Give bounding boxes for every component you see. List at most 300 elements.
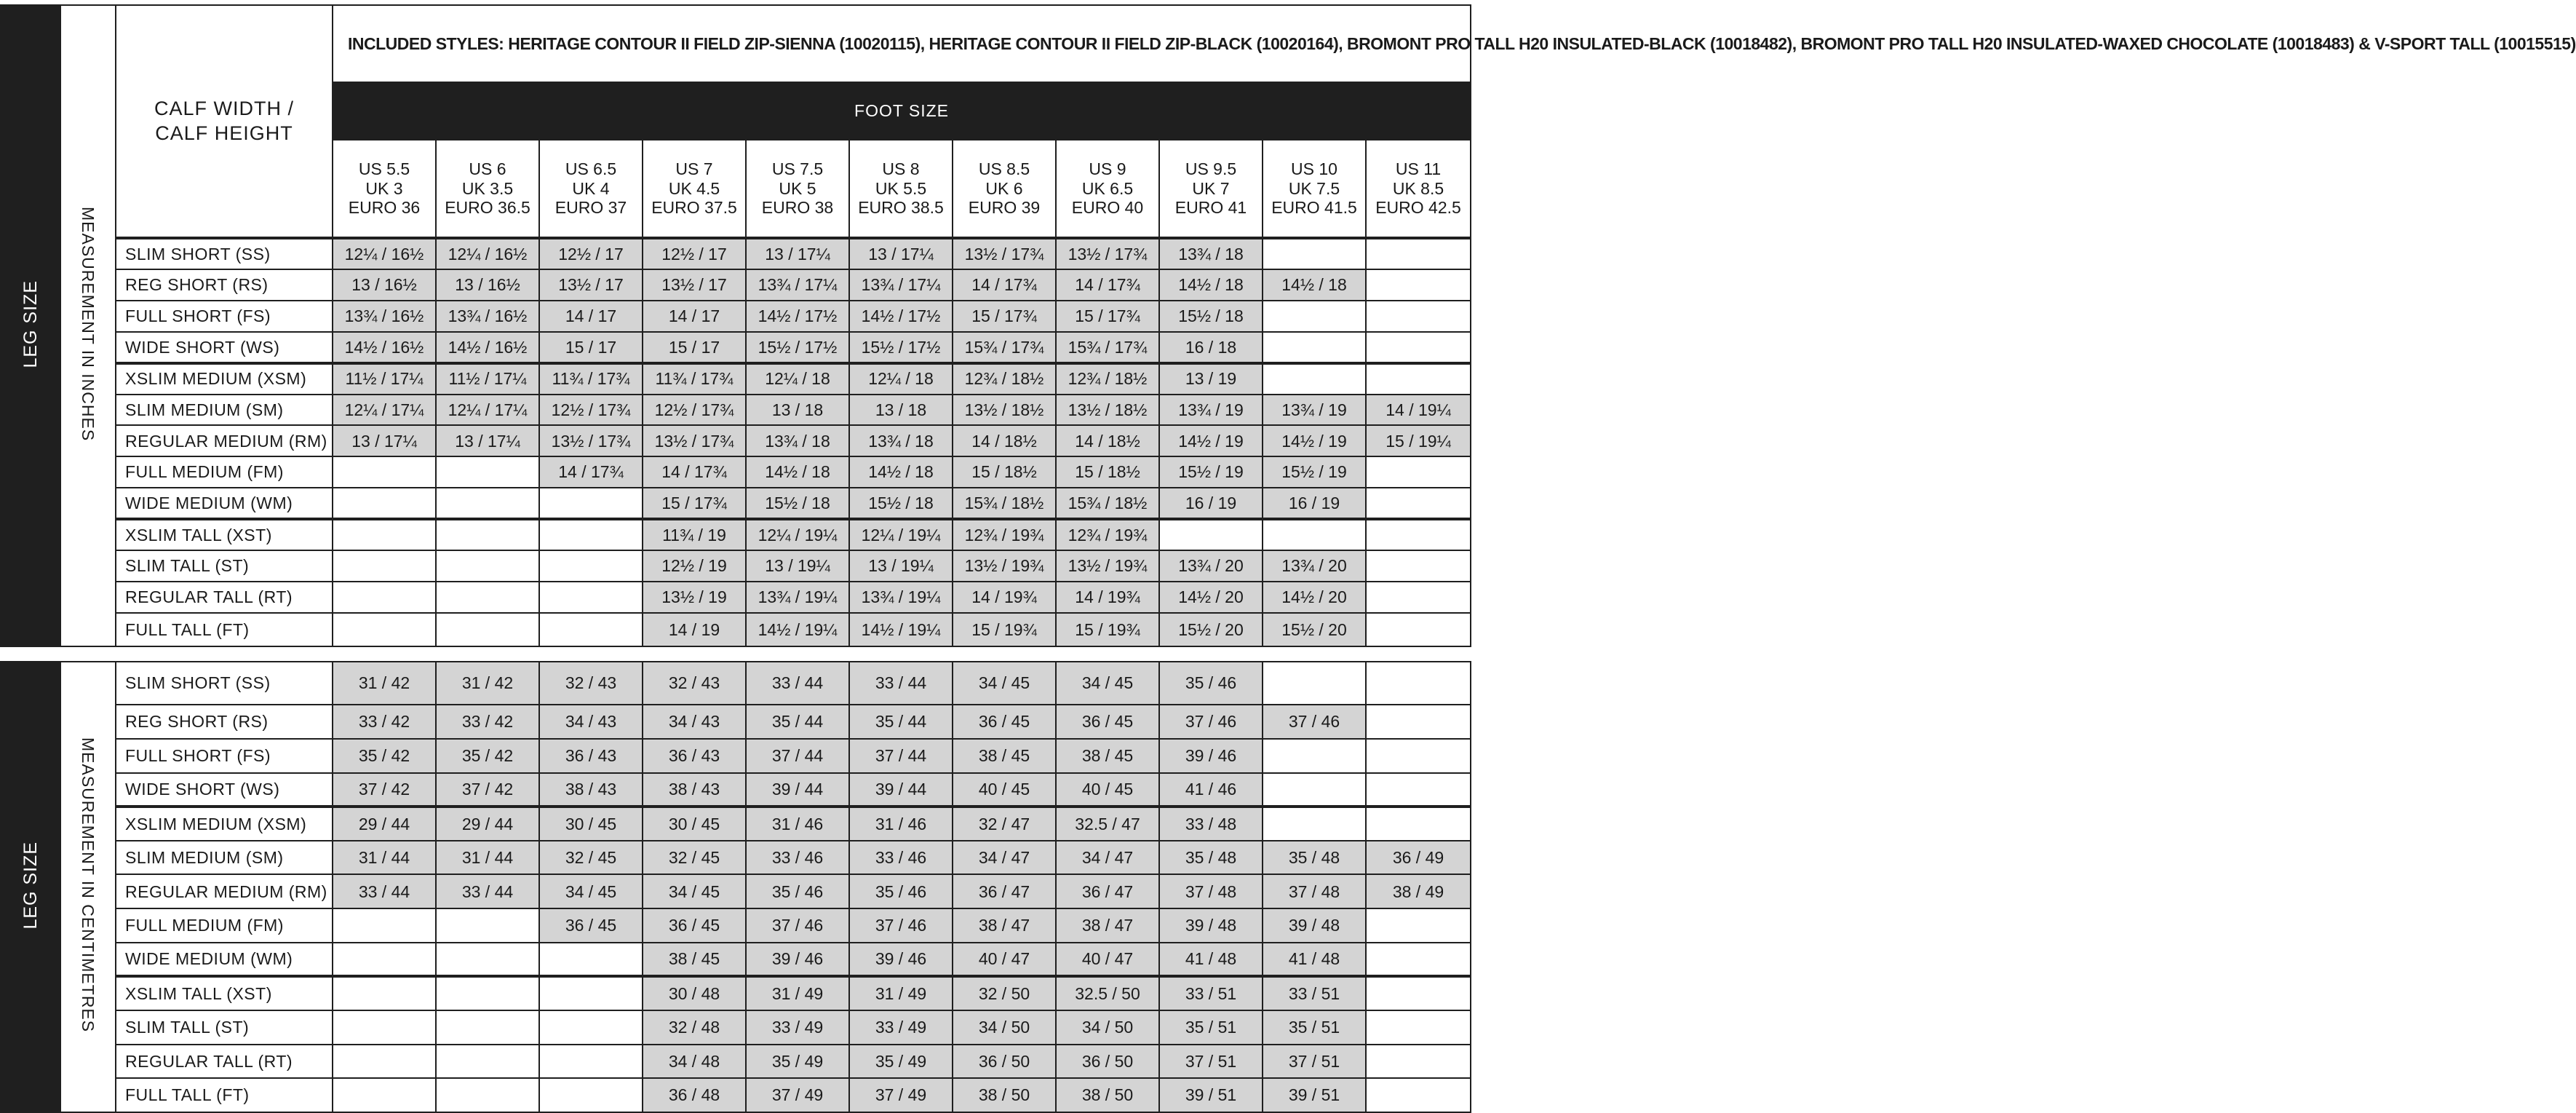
size-cell bbox=[539, 1010, 643, 1045]
size-cell: 14½ / 20 bbox=[1263, 582, 1366, 613]
table-row bbox=[1, 488, 1471, 519]
size-cell: 37 / 46 bbox=[849, 908, 953, 943]
size-cell bbox=[1263, 773, 1366, 807]
table-row bbox=[1, 705, 1471, 739]
size-cell: 31 / 49 bbox=[746, 976, 849, 1010]
table-row bbox=[1, 773, 1471, 807]
size-cell: 36 / 50 bbox=[953, 1045, 1056, 1079]
size-cell: 37 / 48 bbox=[1263, 874, 1366, 908]
size-cell: 35 / 51 bbox=[1159, 1010, 1263, 1045]
size-cell: 12¼ / 16½ bbox=[436, 238, 539, 269]
size-cell bbox=[333, 1010, 436, 1045]
size-cell: 39 / 48 bbox=[1159, 908, 1263, 943]
size-cell bbox=[1366, 773, 1471, 807]
size-uk: UK 4 bbox=[572, 178, 610, 198]
size-cell bbox=[436, 550, 539, 582]
size-cell: 35 / 49 bbox=[746, 1045, 849, 1079]
size-cell: 34 / 50 bbox=[953, 1010, 1056, 1045]
size-cell bbox=[1366, 807, 1471, 841]
size-cell: 36 / 48 bbox=[643, 1078, 746, 1112]
size-cell bbox=[1263, 332, 1366, 363]
inches-size-table bbox=[0, 4, 2576, 647]
row-label: XSLIM MEDIUM (XSM) bbox=[116, 807, 333, 841]
size-cell: 38 / 45 bbox=[1056, 739, 1159, 773]
size-cell: 14½ / 19 bbox=[1159, 425, 1263, 456]
size-cell bbox=[436, 943, 539, 977]
size-cell: 34 / 45 bbox=[1056, 662, 1159, 705]
size-uk: UK 6.5 bbox=[1081, 178, 1134, 198]
size-uk: UK 3 bbox=[365, 178, 403, 198]
table-row bbox=[1, 976, 1471, 1010]
size-cell bbox=[333, 976, 436, 1010]
size-cell: 36 / 45 bbox=[1056, 705, 1159, 739]
row-label: FULL SHORT (FS) bbox=[116, 739, 333, 773]
size-cell: 12¼ / 19¼ bbox=[746, 519, 849, 550]
size-cell: 32 / 45 bbox=[539, 841, 643, 875]
leg-size-label: LEG SIZE bbox=[20, 280, 41, 368]
size-cell: 33 / 48 bbox=[1159, 807, 1263, 841]
size-cell: 33 / 46 bbox=[746, 841, 849, 875]
size-cell: 11½ / 17¼ bbox=[436, 363, 539, 395]
size-cell bbox=[1366, 238, 1471, 269]
row-label: REG SHORT (RS) bbox=[116, 269, 333, 301]
row-label: FULL TALL (FT) bbox=[116, 1078, 333, 1112]
size-header-cell bbox=[1263, 140, 1366, 239]
size-cell bbox=[1366, 488, 1471, 519]
cm-measurement-bar bbox=[60, 662, 116, 1112]
size-cell bbox=[436, 1045, 539, 1079]
size-cell: 12¾ / 19¾ bbox=[1056, 519, 1159, 550]
size-cell bbox=[1263, 238, 1366, 269]
size-cell: 14 / 19¾ bbox=[953, 582, 1056, 613]
size-cell: 33 / 44 bbox=[436, 874, 539, 908]
size-cell: 15 / 17¾ bbox=[1056, 301, 1159, 332]
size-cell bbox=[333, 582, 436, 613]
size-cell: 36 / 47 bbox=[1056, 874, 1159, 908]
size-cell bbox=[1366, 582, 1471, 613]
size-cell bbox=[1366, 301, 1471, 332]
size-uk: UK 6 bbox=[985, 178, 1023, 198]
size-cell: 11¾ / 19 bbox=[643, 519, 746, 550]
size-cell: 13 / 16½ bbox=[333, 269, 436, 301]
table-row bbox=[1, 519, 1471, 550]
row-label: WIDE SHORT (WS) bbox=[116, 332, 333, 363]
size-cell: 36 / 43 bbox=[643, 739, 746, 773]
size-uk: UK 5.5 bbox=[875, 178, 927, 198]
size-us: US 8.5 bbox=[978, 159, 1030, 179]
size-cell: 12½ / 17 bbox=[643, 238, 746, 269]
leg-size-bar bbox=[1, 662, 60, 1112]
size-cell: 14½ / 18 bbox=[1159, 269, 1263, 301]
size-cell: 15½ / 19 bbox=[1263, 456, 1366, 488]
table-row bbox=[1, 395, 1471, 426]
size-uk: UK 7 bbox=[1192, 178, 1230, 198]
size-cell: 15½ / 20 bbox=[1263, 613, 1366, 646]
table-row bbox=[1, 874, 1471, 908]
size-cell bbox=[333, 1045, 436, 1079]
table-row bbox=[1, 301, 1471, 332]
size-cell: 37 / 42 bbox=[333, 773, 436, 807]
size-cell: 13½ / 19¾ bbox=[953, 550, 1056, 582]
size-cell: 13¾ / 19¼ bbox=[849, 582, 953, 613]
size-cell: 34 / 45 bbox=[643, 874, 746, 908]
size-cell: 12¼ / 16½ bbox=[333, 238, 436, 269]
size-us: US 11 bbox=[1395, 159, 1442, 179]
table-row bbox=[1, 550, 1471, 582]
size-cell bbox=[1263, 519, 1366, 550]
size-cell: 14 / 18½ bbox=[1056, 425, 1159, 456]
size-header-cell bbox=[849, 140, 953, 239]
size-us: US 8 bbox=[882, 159, 920, 179]
size-cell: 37 / 51 bbox=[1159, 1045, 1263, 1079]
size-cell: 34 / 43 bbox=[643, 705, 746, 739]
size-cell: 14 / 17¾ bbox=[953, 269, 1056, 301]
size-cell bbox=[539, 976, 643, 1010]
size-cell: 36 / 50 bbox=[1056, 1045, 1159, 1079]
size-cell bbox=[1159, 519, 1263, 550]
size-cell bbox=[1366, 1078, 1471, 1112]
size-cell: 12½ / 17¾ bbox=[643, 395, 746, 426]
size-cell: 34 / 47 bbox=[1056, 841, 1159, 875]
size-cell: 33 / 42 bbox=[333, 705, 436, 739]
size-cell: 37 / 48 bbox=[1159, 874, 1263, 908]
size-cell bbox=[333, 550, 436, 582]
size-cell bbox=[436, 1078, 539, 1112]
size-cell: 31 / 44 bbox=[436, 841, 539, 875]
size-cell bbox=[436, 1010, 539, 1045]
size-us: US 7.5 bbox=[771, 159, 824, 179]
size-cell: 34 / 45 bbox=[539, 874, 643, 908]
row-label: XSLIM MEDIUM (XSM) bbox=[116, 363, 333, 395]
size-cell bbox=[333, 1078, 436, 1112]
size-cell: 15¾ / 17¾ bbox=[1056, 332, 1159, 363]
size-uk: UK 4.5 bbox=[668, 178, 720, 198]
table-row bbox=[1, 908, 1471, 943]
size-cell: 38 / 45 bbox=[953, 739, 1056, 773]
size-cell: 13¾ / 16½ bbox=[333, 301, 436, 332]
size-cell: 32 / 43 bbox=[539, 662, 643, 705]
size-cell: 15¾ / 18½ bbox=[1056, 488, 1159, 519]
size-cell bbox=[539, 550, 643, 582]
size-cell bbox=[436, 456, 539, 488]
size-cell: 31 / 46 bbox=[746, 807, 849, 841]
size-cell: 40 / 47 bbox=[1056, 943, 1159, 977]
row-label: SLIM MEDIUM (SM) bbox=[116, 841, 333, 875]
size-cell: 13½ / 17¾ bbox=[643, 425, 746, 456]
size-cell: 13¾ / 20 bbox=[1159, 550, 1263, 582]
size-cell: 15¾ / 18½ bbox=[953, 488, 1056, 519]
size-cell bbox=[333, 613, 436, 646]
size-cell: 34 / 48 bbox=[643, 1045, 746, 1079]
size-euro: EURO 41.5 bbox=[1271, 198, 1357, 218]
size-cell: 35 / 49 bbox=[849, 1045, 953, 1079]
size-header-cell bbox=[953, 140, 1056, 239]
size-cell: 15 / 18½ bbox=[1056, 456, 1159, 488]
size-cell: 13¾ / 17¼ bbox=[849, 269, 953, 301]
size-cell: 32.5 / 47 bbox=[1056, 807, 1159, 841]
size-cell: 14½ / 20 bbox=[1159, 582, 1263, 613]
size-euro: EURO 38 bbox=[761, 198, 834, 218]
size-cell: 12¾ / 19¾ bbox=[953, 519, 1056, 550]
table-row bbox=[1, 425, 1471, 456]
size-cell bbox=[1366, 332, 1471, 363]
size-cell bbox=[1263, 739, 1366, 773]
size-cell: 13½ / 17 bbox=[643, 269, 746, 301]
row-label: FULL TALL (FT) bbox=[116, 613, 333, 646]
size-cell bbox=[333, 943, 436, 977]
size-cell bbox=[1366, 976, 1471, 1010]
size-cell bbox=[1366, 519, 1471, 550]
size-cell: 31 / 42 bbox=[436, 662, 539, 705]
size-cell: 16 / 19 bbox=[1263, 488, 1366, 519]
size-cell bbox=[539, 1045, 643, 1079]
leg-size-label: LEG SIZE bbox=[20, 841, 41, 930]
size-cell: 12¼ / 17¼ bbox=[333, 395, 436, 426]
size-cell bbox=[333, 456, 436, 488]
size-cell: 33 / 49 bbox=[746, 1010, 849, 1045]
size-cell: 31 / 42 bbox=[333, 662, 436, 705]
size-cell: 13¾ / 18 bbox=[1159, 238, 1263, 269]
size-cell: 39 / 46 bbox=[1159, 739, 1263, 773]
size-cell: 14½ / 16½ bbox=[436, 332, 539, 363]
size-cell: 14 / 17 bbox=[539, 301, 643, 332]
size-cell: 37 / 44 bbox=[746, 739, 849, 773]
row-label: SLIM MEDIUM (SM) bbox=[116, 395, 333, 426]
size-cell bbox=[1366, 550, 1471, 582]
size-cell: 33 / 44 bbox=[849, 662, 953, 705]
calf-height-label: CALF HEIGHT bbox=[155, 122, 293, 144]
size-cell: 15½ / 18 bbox=[849, 488, 953, 519]
size-cell: 15 / 17¾ bbox=[953, 301, 1056, 332]
size-cell bbox=[1366, 613, 1471, 646]
size-header-cell bbox=[333, 140, 436, 239]
size-cell: 36 / 49 bbox=[1366, 841, 1471, 875]
size-euro: EURO 40 bbox=[1071, 198, 1144, 218]
row-label: SLIM TALL (ST) bbox=[116, 550, 333, 582]
size-cell: 33 / 51 bbox=[1263, 976, 1366, 1010]
row-label: SLIM SHORT (SS) bbox=[116, 662, 333, 705]
size-cell: 15 / 19¾ bbox=[953, 613, 1056, 646]
size-cell: 15½ / 18 bbox=[1159, 301, 1263, 332]
size-cell bbox=[539, 582, 643, 613]
size-cell: 32 / 43 bbox=[643, 662, 746, 705]
size-cell: 35 / 51 bbox=[1263, 1010, 1366, 1045]
row-label: FULL MEDIUM (FM) bbox=[116, 456, 333, 488]
size-cell: 13 / 18 bbox=[849, 395, 953, 426]
row-label: REGULAR TALL (RT) bbox=[116, 582, 333, 613]
size-cell: 15½ / 18 bbox=[746, 488, 849, 519]
size-cell: 13¾ / 16½ bbox=[436, 301, 539, 332]
size-cell bbox=[1366, 1010, 1471, 1045]
row-label: FULL SHORT (FS) bbox=[116, 301, 333, 332]
size-cell: 41 / 46 bbox=[1159, 773, 1263, 807]
included-styles: INCLUDED STYLES: HERITAGE CONTOUR II FIELD ZIP-SIENNA (10020115), HERITAGE CONTOUR II FIELD ZIP-BLACK (10020164), BROMONT PRO TALL H20 INSULATED-BLACK (10018482), BROMONT PRO TALL H20 INSULATED-WAXED CHOCOLATE (10018483) & V-SPORT TALL (10015515) bbox=[333, 5, 1471, 82]
size-euro: EURO 41 bbox=[1174, 198, 1247, 218]
size-cell bbox=[1366, 739, 1471, 773]
size-cell: 13 / 18 bbox=[746, 395, 849, 426]
size-cell: 14½ / 18 bbox=[849, 456, 953, 488]
table-row bbox=[1, 662, 1471, 705]
size-euro: EURO 42.5 bbox=[1375, 198, 1461, 218]
size-cell: 33 / 49 bbox=[849, 1010, 953, 1045]
size-cell: 32 / 45 bbox=[643, 841, 746, 875]
inches-measurement-label: MEASUREMENT IN INCHES bbox=[79, 206, 98, 441]
size-us: US 6.5 bbox=[565, 159, 617, 179]
size-cell: 32 / 47 bbox=[953, 807, 1056, 841]
size-cell: 11¾ / 17¾ bbox=[643, 363, 746, 395]
size-cell: 29 / 44 bbox=[333, 807, 436, 841]
size-cell bbox=[436, 488, 539, 519]
size-cell bbox=[436, 908, 539, 943]
size-cell: 11¾ / 17¾ bbox=[539, 363, 643, 395]
size-cell bbox=[436, 582, 539, 613]
size-header-cell bbox=[643, 140, 746, 239]
size-cell: 35 / 42 bbox=[333, 739, 436, 773]
size-cell: 13 / 17¼ bbox=[436, 425, 539, 456]
size-cell: 13½ / 19¾ bbox=[1056, 550, 1159, 582]
size-cell bbox=[436, 976, 539, 1010]
size-cell: 33 / 46 bbox=[849, 841, 953, 875]
row-label: WIDE MEDIUM (WM) bbox=[116, 943, 333, 977]
size-cell: 13½ / 17¾ bbox=[953, 238, 1056, 269]
size-euro: EURO 36 bbox=[348, 198, 421, 218]
size-cell: 36 / 43 bbox=[539, 739, 643, 773]
calf-header-cell bbox=[116, 5, 333, 238]
size-cell: 13¾ / 18 bbox=[849, 425, 953, 456]
size-cell: 15 / 18½ bbox=[953, 456, 1056, 488]
size-cell: 37 / 49 bbox=[849, 1078, 953, 1112]
size-cell bbox=[1366, 943, 1471, 977]
row-label: REGULAR TALL (RT) bbox=[116, 1045, 333, 1079]
size-cell: 12¾ / 18½ bbox=[953, 363, 1056, 395]
size-cell: 13 / 19¼ bbox=[849, 550, 953, 582]
size-cell: 30 / 45 bbox=[643, 807, 746, 841]
size-cell bbox=[539, 943, 643, 977]
cm-measurement-label: MEASUREMENT IN CENTIMETRES bbox=[79, 737, 98, 1033]
size-cell bbox=[1366, 908, 1471, 943]
size-cell: 13½ / 18½ bbox=[1056, 395, 1159, 426]
size-cell: 35 / 46 bbox=[849, 874, 953, 908]
size-cell: 31 / 46 bbox=[849, 807, 953, 841]
size-cell: 38 / 50 bbox=[1056, 1078, 1159, 1112]
size-cell bbox=[539, 613, 643, 646]
row-label: REGULAR MEDIUM (RM) bbox=[116, 874, 333, 908]
size-cell: 14 / 18½ bbox=[953, 425, 1056, 456]
size-cell bbox=[333, 908, 436, 943]
size-cell: 31 / 49 bbox=[849, 976, 953, 1010]
size-cell bbox=[333, 488, 436, 519]
size-cell: 39 / 51 bbox=[1159, 1078, 1263, 1112]
size-cell: 14 / 17¾ bbox=[1056, 269, 1159, 301]
size-cell: 30 / 45 bbox=[539, 807, 643, 841]
leg-size-bar bbox=[1, 5, 60, 646]
size-cell: 13¾ / 20 bbox=[1263, 550, 1366, 582]
size-cell: 37 / 46 bbox=[746, 908, 849, 943]
size-cell bbox=[539, 519, 643, 550]
table-row bbox=[1, 1045, 1471, 1079]
size-cell: 13½ / 19 bbox=[643, 582, 746, 613]
size-cell bbox=[436, 613, 539, 646]
size-cell: 37 / 46 bbox=[1159, 705, 1263, 739]
size-cell: 15 / 19¼ bbox=[1366, 425, 1471, 456]
size-cell: 39 / 46 bbox=[746, 943, 849, 977]
size-cell: 38 / 43 bbox=[539, 773, 643, 807]
row-label: XSLIM TALL (XST) bbox=[116, 519, 333, 550]
size-cell: 32 / 48 bbox=[643, 1010, 746, 1045]
table-row bbox=[1, 456, 1471, 488]
size-cell: 12¼ / 17¼ bbox=[436, 395, 539, 426]
size-cell: 30 / 48 bbox=[643, 976, 746, 1010]
size-cell: 38 / 47 bbox=[1056, 908, 1159, 943]
size-cell: 38 / 49 bbox=[1366, 874, 1471, 908]
size-cell: 13½ / 17 bbox=[539, 269, 643, 301]
size-header-cell bbox=[1159, 140, 1263, 239]
size-us: US 9 bbox=[1089, 159, 1126, 179]
size-cell: 14½ / 18 bbox=[746, 456, 849, 488]
size-cell bbox=[333, 519, 436, 550]
size-cell bbox=[1366, 705, 1471, 739]
size-cell: 34 / 47 bbox=[953, 841, 1056, 875]
size-cell: 12¼ / 19¼ bbox=[849, 519, 953, 550]
size-cell: 29 / 44 bbox=[436, 807, 539, 841]
size-cell: 13 / 17¼ bbox=[849, 238, 953, 269]
size-cell: 14 / 19¾ bbox=[1056, 582, 1159, 613]
size-cell bbox=[1263, 363, 1366, 395]
size-us: US 9.5 bbox=[1185, 159, 1237, 179]
size-cell bbox=[1366, 363, 1471, 395]
row-label: SLIM SHORT (SS) bbox=[116, 238, 333, 269]
size-cell: 39 / 51 bbox=[1263, 1078, 1366, 1112]
table-row bbox=[1, 363, 1471, 395]
size-cell: 31 / 44 bbox=[333, 841, 436, 875]
table-row bbox=[1, 1078, 1471, 1112]
size-cell: 13½ / 17¾ bbox=[539, 425, 643, 456]
size-cell: 13 / 19¼ bbox=[746, 550, 849, 582]
size-cell: 36 / 45 bbox=[953, 705, 1056, 739]
size-cell: 34 / 43 bbox=[539, 705, 643, 739]
size-header-cell bbox=[436, 140, 539, 239]
size-cell: 15½ / 20 bbox=[1159, 613, 1263, 646]
size-cell: 14½ / 16½ bbox=[333, 332, 436, 363]
size-cell: 34 / 50 bbox=[1056, 1010, 1159, 1045]
size-cell: 11½ / 17¼ bbox=[333, 363, 436, 395]
table-row bbox=[1, 739, 1471, 773]
size-cell: 33 / 51 bbox=[1159, 976, 1263, 1010]
size-cell: 12¼ / 18 bbox=[746, 363, 849, 395]
size-cell: 14½ / 17½ bbox=[746, 301, 849, 332]
size-cell: 15 / 19¾ bbox=[1056, 613, 1159, 646]
size-cell: 14 / 19¼ bbox=[1366, 395, 1471, 426]
size-cell: 35 / 46 bbox=[1159, 662, 1263, 705]
row-label: REGULAR MEDIUM (RM) bbox=[116, 425, 333, 456]
size-cell: 39 / 44 bbox=[746, 773, 849, 807]
size-cell: 38 / 45 bbox=[643, 943, 746, 977]
size-cell: 37 / 42 bbox=[436, 773, 539, 807]
size-cell: 39 / 44 bbox=[849, 773, 953, 807]
size-euro: EURO 39 bbox=[968, 198, 1041, 218]
size-cell: 13¾ / 17¼ bbox=[746, 269, 849, 301]
size-cell: 37 / 44 bbox=[849, 739, 953, 773]
size-cell: 14 / 17¾ bbox=[539, 456, 643, 488]
size-header-cell bbox=[746, 140, 849, 239]
size-cell bbox=[1366, 662, 1471, 705]
size-cell: 13 / 16½ bbox=[436, 269, 539, 301]
size-cell: 14½ / 19¼ bbox=[746, 613, 849, 646]
size-cell: 15 / 17 bbox=[539, 332, 643, 363]
size-cell: 15½ / 17½ bbox=[849, 332, 953, 363]
size-uk: UK 7.5 bbox=[1288, 178, 1340, 198]
table-row bbox=[1, 613, 1471, 646]
